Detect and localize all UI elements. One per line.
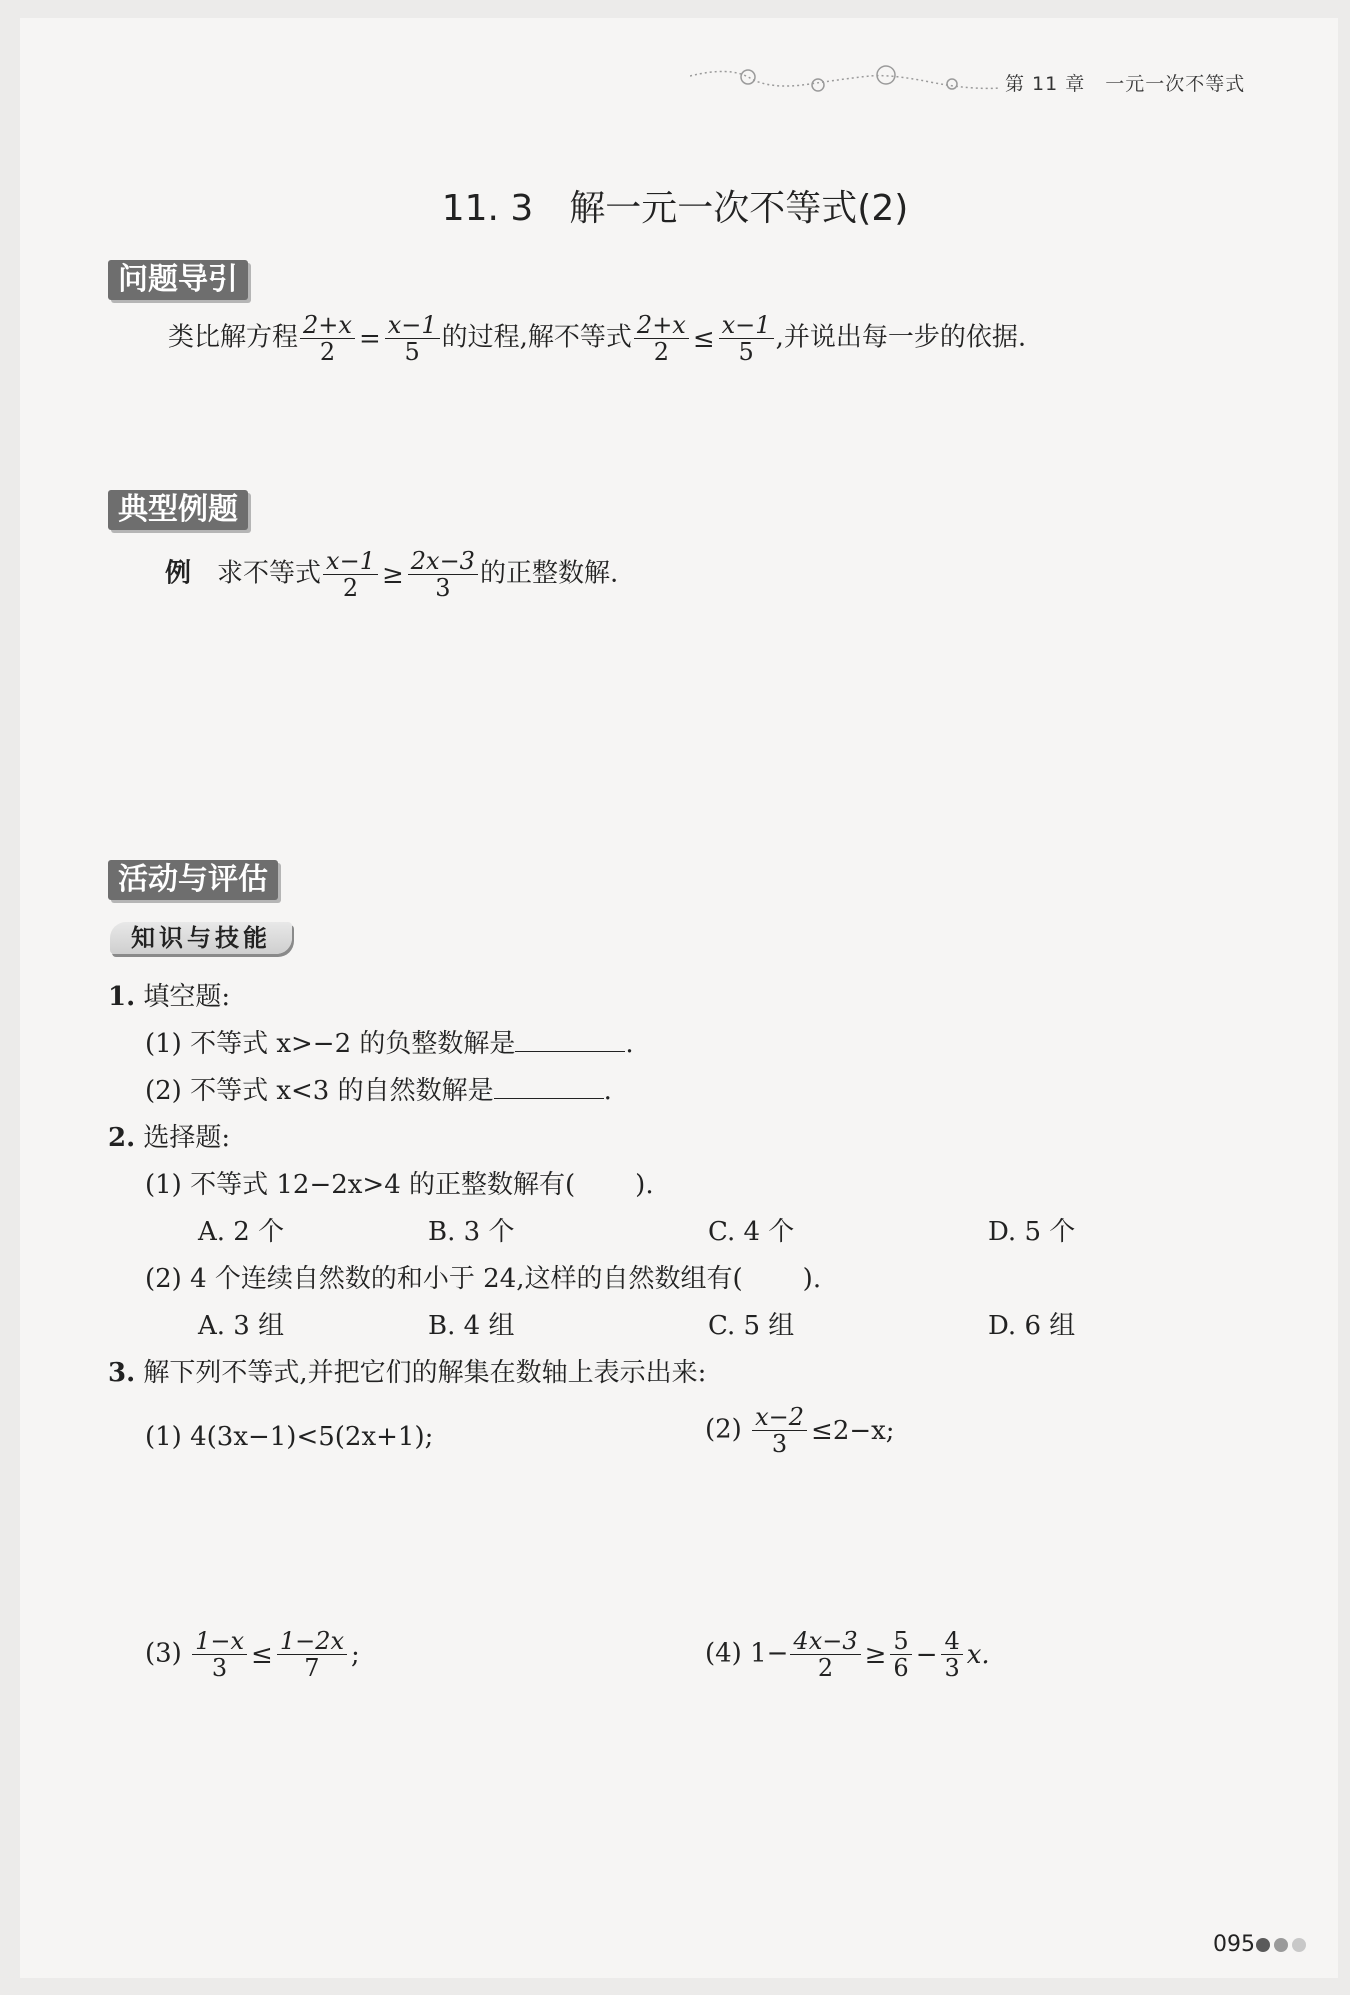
question-number: 1.	[108, 982, 136, 1012]
fraction-den: 5	[738, 338, 754, 366]
part-text: (2) 不等式 x<3 的自然数解是	[145, 1076, 494, 1106]
fraction-den: 3	[944, 1654, 960, 1682]
fraction	[752, 1404, 807, 1457]
fraction-num: 5	[890, 1628, 911, 1655]
operator: ≤	[692, 323, 715, 354]
question-1	[108, 980, 230, 1014]
fraction-num: x−1	[323, 548, 378, 575]
part-end: ).	[635, 1170, 654, 1200]
section-label-activities: 活动与评估	[108, 860, 278, 900]
question-3-part-1: (1) 4(3x−1)<5(2x+1);	[145, 1422, 434, 1452]
chapter-header	[1005, 69, 1245, 96]
part-label: (4) 1−	[705, 1638, 789, 1669]
operator: −	[915, 1639, 938, 1670]
chapter-title: 一元一次不等式	[1105, 73, 1246, 95]
question-2-part-2	[145, 1262, 821, 1296]
part-text: (1) 不等式 12−2x>4 的正整数解有(	[145, 1170, 576, 1200]
fraction-den: 2	[653, 338, 670, 366]
question-3	[108, 1356, 706, 1390]
part-text: (1) 不等式 x>−2 的负整数解是	[145, 1029, 516, 1059]
section-label-examples: 典型例题	[108, 490, 248, 530]
part-end: .	[625, 1029, 634, 1059]
option-d[interactable]: D. 6 组	[988, 1311, 1076, 1341]
fraction-den: 5	[404, 338, 420, 366]
fraction	[385, 312, 440, 365]
intro-text-1: 类比解方程	[168, 322, 299, 353]
section-label-intro: 问题导引	[108, 260, 248, 300]
example-paragraph	[165, 548, 618, 601]
fraction-num: 4	[941, 1628, 962, 1655]
fraction-den: 3	[771, 1430, 788, 1458]
fraction-den: 7	[304, 1654, 320, 1682]
fraction-num: 1−x	[192, 1628, 247, 1655]
question-2	[108, 1121, 230, 1155]
page-number: 095	[1213, 1932, 1255, 1957]
intro-text-2: 的过程,解不等式	[441, 322, 632, 353]
fraction-den: 3	[211, 1654, 228, 1682]
example-label: 例	[165, 558, 192, 589]
question-1-part-1	[145, 1027, 634, 1061]
question-1-part-2	[145, 1074, 612, 1108]
fraction-num: 2+x	[634, 312, 689, 339]
fraction-den: 2	[319, 338, 336, 366]
page-dot-icon	[1274, 1938, 1288, 1952]
question-number: 3.	[108, 1358, 136, 1388]
option-a[interactable]: A. 3 组	[198, 1311, 285, 1341]
fraction	[719, 312, 774, 365]
operator: =	[358, 323, 381, 354]
fraction	[408, 548, 478, 601]
option-c[interactable]: C. 5 组	[708, 1311, 795, 1341]
page-dot-icon	[1256, 1938, 1270, 1952]
option-b[interactable]: B. 4 组	[428, 1311, 515, 1341]
fraction-num: x−2	[752, 1404, 807, 1431]
subsection-label-skills: 知识与技能	[110, 922, 292, 954]
question-3-part-4	[705, 1628, 992, 1681]
question-number: 2.	[108, 1123, 136, 1153]
fraction-den: 6	[893, 1654, 909, 1682]
part-end: .	[603, 1076, 612, 1106]
header-ornament-icon	[690, 62, 1010, 98]
question-text: 填空题:	[143, 982, 231, 1012]
fraction	[634, 312, 689, 365]
intro-paragraph	[168, 312, 1026, 365]
operator: ≤	[251, 1639, 273, 1670]
example-text-2: 的正整数解.	[479, 558, 619, 589]
fraction-num: 2+x	[300, 312, 355, 339]
question-text: 选择题:	[143, 1123, 231, 1153]
chapter-number: 第 11 章	[1005, 73, 1086, 95]
option-a[interactable]: A. 2 个	[198, 1217, 285, 1247]
fraction-den: 2	[817, 1654, 834, 1682]
fraction	[890, 1628, 911, 1681]
fraction	[323, 548, 378, 601]
intro-text-3: ,并说出每一步的依据.	[775, 322, 1027, 353]
page-title: 11. 3 解一元一次不等式(2)	[441, 188, 909, 229]
operator: ≥	[381, 559, 404, 590]
part-text: (2) 4 个连续自然数的和小于 24,这样的自然数组有(	[145, 1264, 743, 1294]
part-end: ).	[802, 1264, 822, 1294]
question-3-part-2	[705, 1404, 897, 1457]
option-d[interactable]: D. 5 个	[988, 1217, 1076, 1247]
fraction-num: x−1	[385, 312, 440, 339]
question-2-part-1	[145, 1168, 654, 1202]
question-3-part-3	[145, 1628, 362, 1681]
fraction	[941, 1628, 962, 1681]
part-end: x.	[966, 1639, 990, 1670]
answer-blank[interactable]	[494, 1074, 604, 1099]
part-label: (2)	[705, 1414, 742, 1445]
example-text-1: 求不等式	[217, 558, 322, 589]
fraction-num: 1−2x	[277, 1628, 347, 1655]
fraction-den: 3	[435, 574, 451, 602]
option-c[interactable]: C. 4 个	[708, 1217, 795, 1247]
part-label: (3)	[145, 1638, 182, 1669]
fraction	[192, 1628, 247, 1681]
fraction	[300, 312, 355, 365]
part-end: ;	[351, 1639, 360, 1670]
page-dot-icon	[1292, 1938, 1306, 1952]
fraction-num: x−1	[719, 312, 774, 339]
option-b[interactable]: B. 3 个	[428, 1217, 515, 1247]
fraction-num: 4x−3	[790, 1628, 860, 1655]
answer-blank[interactable]	[515, 1027, 625, 1052]
part-rest: ≤2−x;	[811, 1415, 895, 1446]
fraction	[790, 1628, 860, 1681]
fraction	[277, 1628, 347, 1681]
operator: ≥	[864, 1639, 887, 1670]
fraction-num: 2x−3	[408, 548, 478, 575]
fraction-den: 2	[342, 574, 359, 602]
question-text: 解下列不等式,并把它们的解集在数轴上表示出来:	[143, 1358, 707, 1388]
